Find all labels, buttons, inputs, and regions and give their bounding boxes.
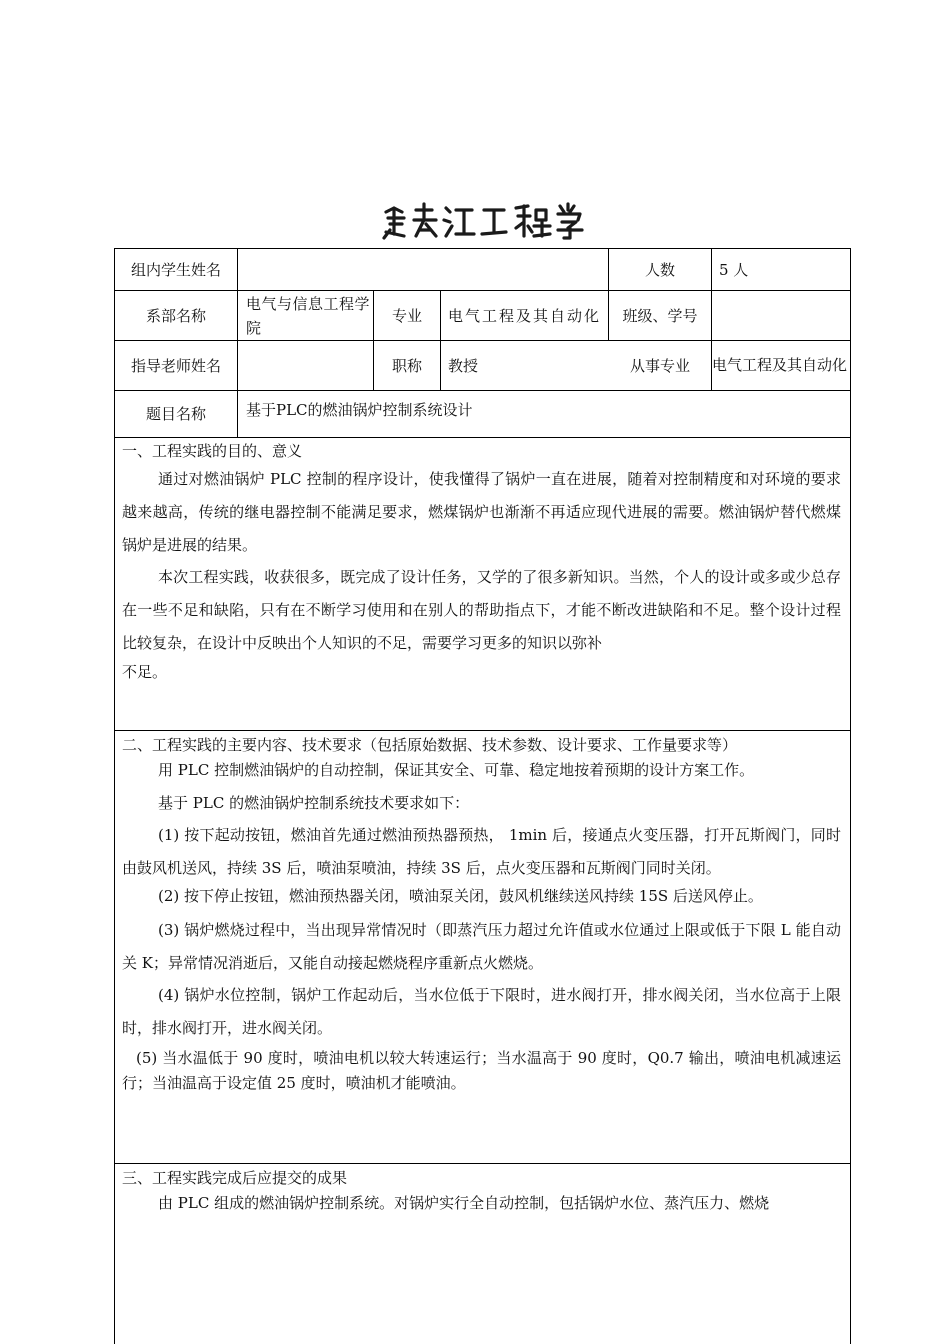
section1-paragraph-2: 本次工程实践，收获很多，既完成了设计任务，又学的了很多新知识。当然，个人的设计或多或少总存在一些不足和缺陷，只有在不断学习使用和在别人的帮助指点下，才能不断改进缺陷和不足。整个设计过程比较复杂，在设计中反映出个人知识的不足，需要学习更多的知识以弥补 (122, 568, 841, 652)
section2-intro: 用 PLC 控制燃油锅炉的自动控制，保证其安全、可靠、稳定地按着预期的设计方案工作。 (158, 761, 755, 779)
section1-title: 一、工程实践的目的、意义 (122, 442, 303, 460)
field-label: 从事专业 (629, 356, 690, 375)
section2-item-5: (5) 当水温低于 90 度时，喷油电机以较大转速运行；当水温高于 90 度时，Q0.7 输出，喷油电机减速运行；当油温高于设定值 25 度时，喷油机才能喷油。 (122, 1049, 841, 1092)
dept-label: 系部名称 (145, 306, 206, 325)
section1-paragraph-2-end: 不足。 (122, 663, 168, 681)
section2-title: 二、工程实践的主要内容、技术要求（包括原始数据、技术参数、设计要求、工作量要求等） (122, 736, 738, 754)
topic-label: 题目名称 (145, 405, 206, 423)
class-value (719, 291, 849, 340)
field-value: 电气工程及其自动化 (712, 356, 848, 374)
section2-item-3: (3) 锅炉燃烧过程中，当出现异常情况时（即蒸汽压力超过允许值或水位通过上限或低于下限 L 能自动关 K；异常情况消逝后，又能自动接起燃烧程序重新点火燃烧。 (122, 921, 841, 972)
count-value: 5 人 (719, 260, 749, 279)
section2-item-4: (4) 锅炉水位控制，锅炉工作起动后，当水位低于下限时，进水阀打开，排水阀关闭，当水位高于上限时，排水阀打开，进水阀关闭。 (122, 986, 841, 1037)
section3-paragraph-1: 由 PLC 组成的燃油锅炉控制系统。对锅炉实行全自动控制，包括锅炉水位、蒸汽压力、燃烧 (158, 1194, 770, 1212)
count-label: 人数 (644, 260, 675, 279)
major-label: 专业 (391, 306, 422, 325)
major-value: 电气工程及其自动化 (448, 306, 602, 325)
section2-item-1: (1) 按下起动按钮，燃油首先通过燃油预热器预热， 1min 后，接通点火变压器，打开瓦斯阀门，同时由鼓风机送风，持续 3S 后，喷油泵喷油，持续 3S 后，点火变压器和瓦斯阀门同时关闭。 (122, 826, 841, 877)
section1-paragraph-1: 通过对燃油锅炉 PLC 控制的程序设计，使我懂得了锅炉一直在进展，随着对控制精度和对环境的要求越来越高，传统的继电器控制不能满足要求，燃煤锅炉也渐渐不再适应现代进展的需要。燃油锅炉替代燃煤锅炉是进展的结果。 (122, 470, 841, 554)
class-label: 班级、学号 (622, 306, 698, 325)
students-value (246, 249, 606, 290)
rank-label: 职称 (391, 356, 422, 375)
topic-value: 基于PLC的燃油锅炉控制系统设计 (246, 401, 473, 419)
advisor-value (246, 341, 372, 390)
rank-value: 教授 (448, 356, 479, 375)
dept-value: 电气与信息工程学院 (246, 294, 371, 337)
section2-requirements-title: 基于 PLC 的燃油锅炉控制系统技术要求如下： (158, 794, 470, 812)
advisor-label: 指导老师姓名 (130, 356, 221, 375)
section2-item-2: (2) 按下停止按钮，燃油预热器关闭，喷油泵关闭，鼓风机继续送风持续 15S 后送风停止。 (158, 887, 763, 905)
students-label: 组内学生姓名 (130, 260, 221, 279)
section3-title: 三、工程实践完成后应提交的成果 (122, 1169, 348, 1187)
